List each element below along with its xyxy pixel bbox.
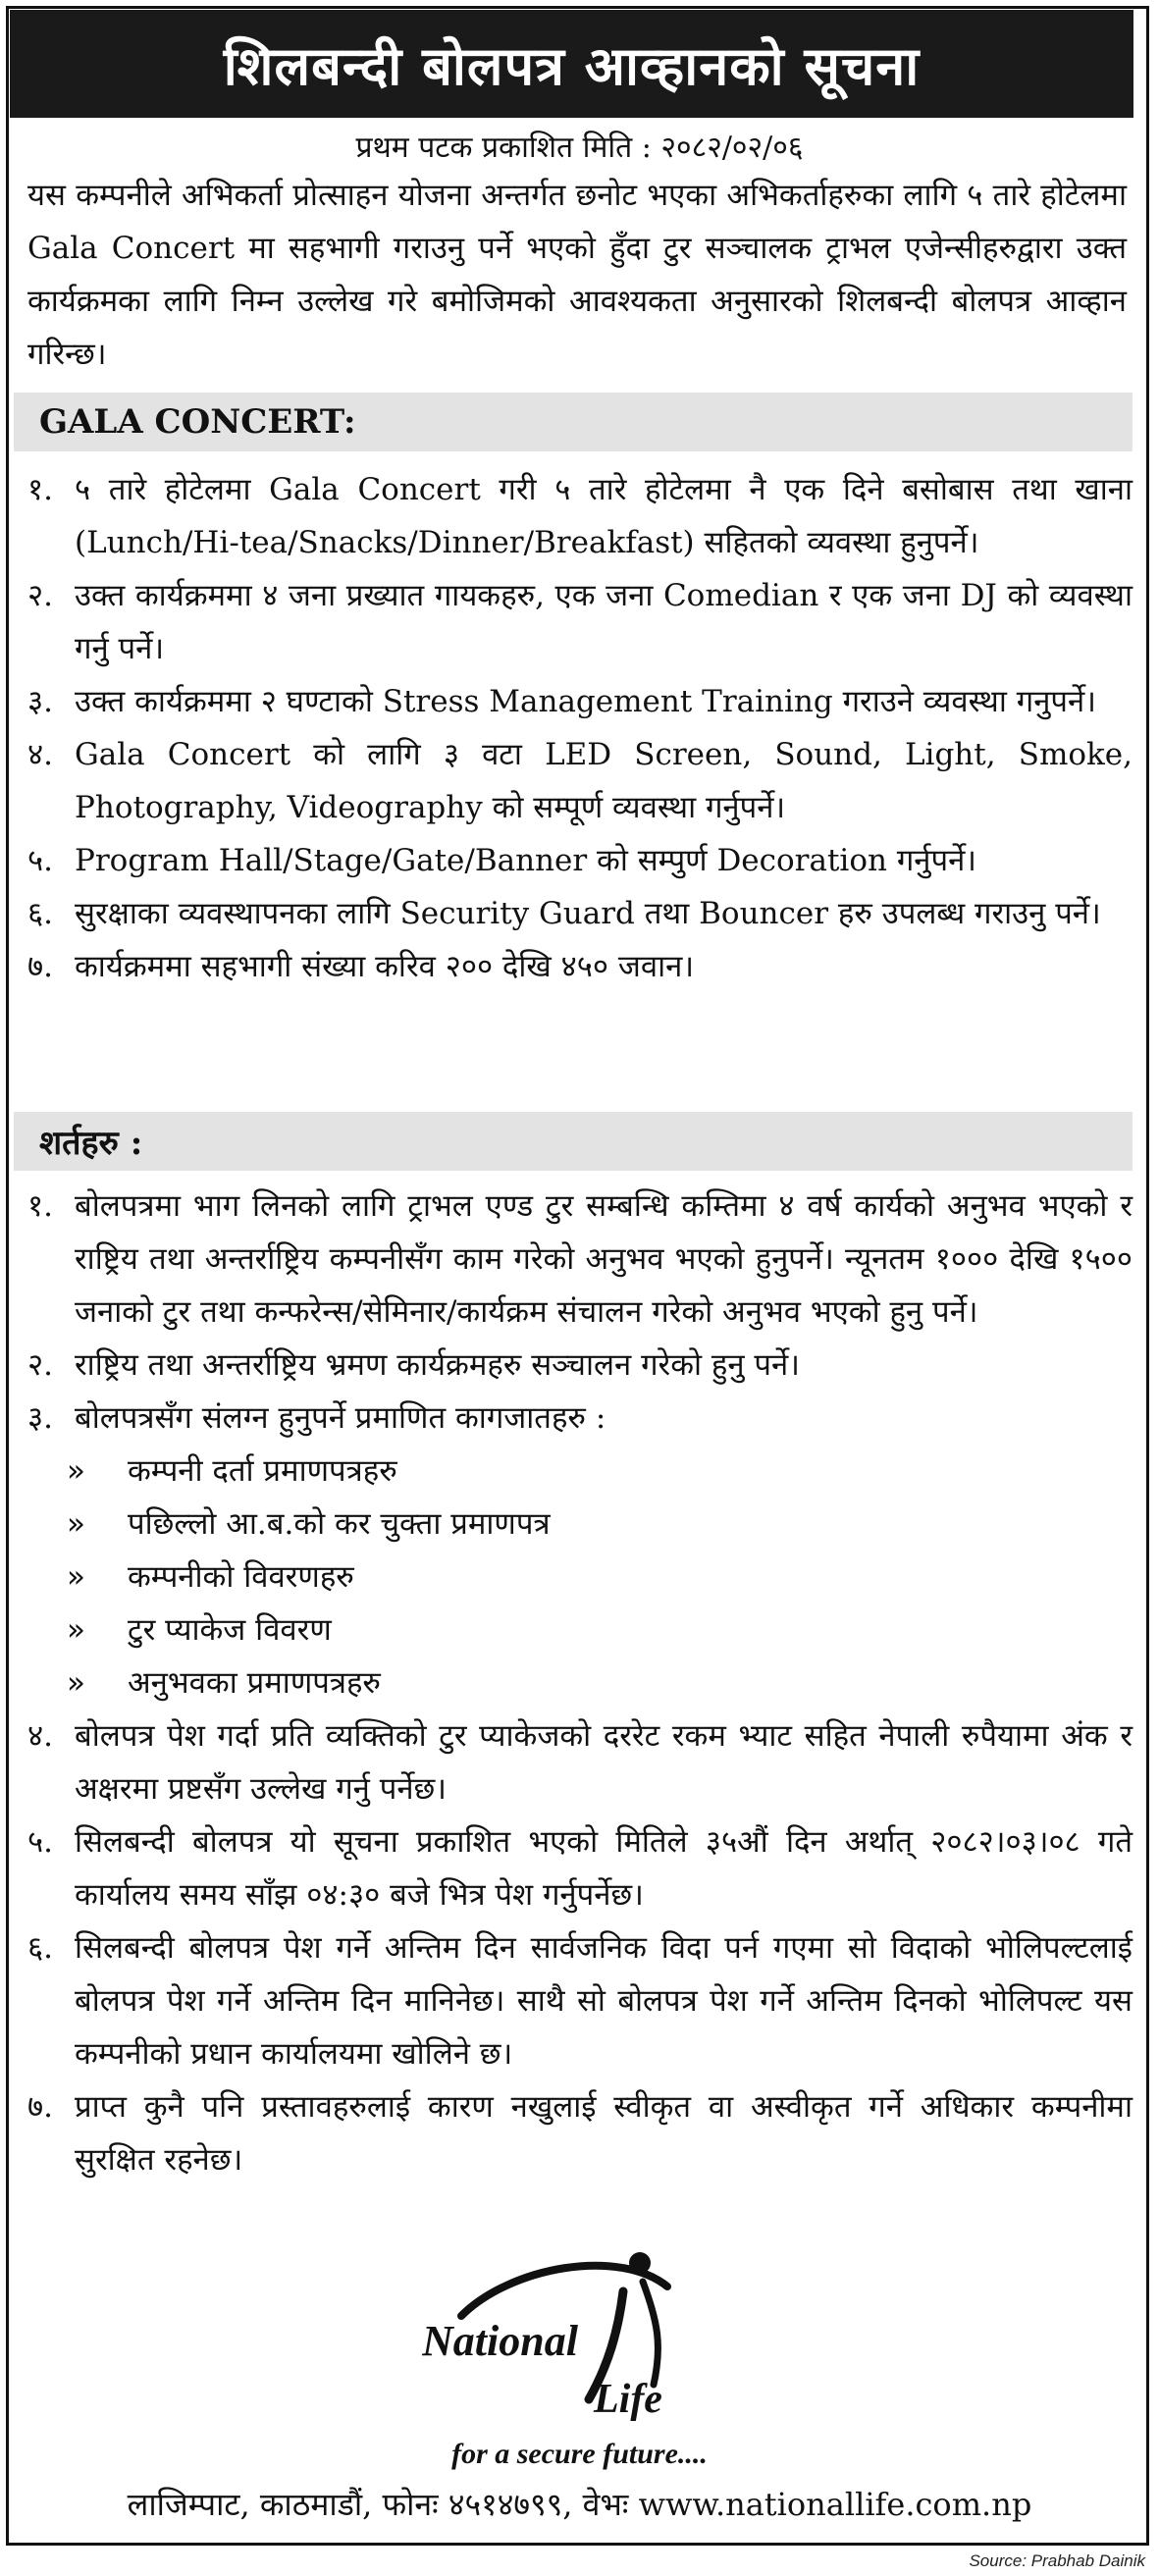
publish-date: प्रथम पटक प्रकाशित मिति : २०८२/०२/०६	[355, 131, 804, 165]
item-number: ४.	[27, 1718, 53, 1754]
list-item	[27, 887, 1133, 940]
bullet-icon: »	[67, 1612, 85, 1648]
list-item	[27, 1392, 1133, 1445]
document-item	[27, 1603, 1133, 1656]
item-number: ७.	[27, 949, 53, 984]
item-text: सिलबन्दी बोलपत्र पेश गर्ने अन्तिम दिन सार्वजनिक विदा पर्न गएमा सो विदाको भोलिपल्टलाई बोलपत्र पेश गर्ने अन्तिम दिन मानिनेछ। साथै सो बोलपत्र पेश गर्ने अन्तिम दिनको भोलिपल्ट यस कम्पनीको प्रधान कार्यालयमा खोलिने छ।	[75, 1930, 1133, 2072]
tagline: for a secure future....	[451, 2438, 708, 2470]
logo-text-national: National	[422, 2317, 578, 2365]
item-number: ४.	[27, 737, 53, 772]
item-number: ३.	[27, 684, 53, 719]
item-text: सुरक्षाका व्यवस्थापनका लागि Security Guard तथा Bouncer हरु उपलब्ध गराउनु पर्ने।	[75, 896, 1101, 931]
document-text: कम्पनी दर्ता प्रमाणपत्रहरु	[128, 1453, 397, 1489]
item-text: ५ तारे होटेलमा Gala Concert गरी ५ तारे होटेलमा नै एक दिने बसोबास तथा खाना (Lunch/Hi-tea/Snacks/Dinner/Breakfast) सहितको व्यवस्था हुनुपर्ने।	[75, 472, 1133, 560]
list-item	[27, 728, 1133, 834]
list-item	[27, 569, 1133, 675]
item-text: Gala Concert को लागि ३ वटा LED Screen, Sound, Light, Smoke, Photography, Videography को सम्पूर्ण व्यवस्था गर्नुपर्ने।	[75, 737, 1133, 825]
notice-title: शिलबन्दी बोलपत्र आव्हानको सूचना	[10, 10, 1133, 118]
item-text: सिलबन्दी बोलपत्र यो सूचना प्रकाशित भएको मितिले ३५औं दिन अर्थात् २०८२।०३।०८ गते कार्यालय समय साँझ ०४:३० बजे भित्र पेश गर्नुपर्नेछ।	[75, 1824, 1133, 1913]
item-number: ६.	[27, 1930, 53, 1966]
document-item	[27, 1551, 1133, 1603]
list-item	[27, 1180, 1133, 1339]
list-item	[27, 2080, 1133, 2186]
document-text: पछिल्लो आ.ब.को कर चुक्ता प्रमाणपत्र	[128, 1506, 551, 1542]
bullet-icon: »	[67, 1559, 85, 1595]
item-number: १.	[27, 472, 53, 507]
item-text: उक्त कार्यक्रममा ४ जना प्रख्यात गायकहरु, एक जना Comedian र एक जना DJ को व्यवस्था गर्नु पर्ने।	[75, 578, 1133, 666]
contact-info: लाजिम्पाट, काठमाडौं, फोनः ४५१४७९९, वेभः www.nationallife.com.np	[127, 2486, 1032, 2523]
bullet-icon: »	[67, 1453, 85, 1489]
gala-list	[27, 463, 1133, 993]
document-text: अनुभवका प्रमाणपत्रहरु	[128, 1665, 381, 1701]
item-number: ५.	[27, 1824, 53, 1860]
list-item	[27, 675, 1133, 728]
document-text: टुर प्याकेज विवरण	[128, 1612, 332, 1648]
item-number: ६.	[27, 896, 53, 931]
item-text: बोलपत्र पेश गर्दा प्रति व्यक्तिको टुर प्याकेजको दररेट रकम भ्याट सहित नेपाली रुपैयामा अंक र अक्षरमा प्रष्टसँग उल्लेख गर्नु पर्नेछ।	[75, 1718, 1133, 1807]
intro-paragraph: यस कम्पनीले अभिकर्ता प्रोत्साहन योजना अन्तर्गत छनोट भएका अभिकर्ताहरुका लागि ५ तारे होटेलमा Gala Concert मा सहभागी गराउनु पर्ने भएको हुँदा टुर सञ्चालक ट्राभल एजेन्सीहरुद्वारा उक्त कार्यक्रमका लागि निम्न उल्लेख गरे बमोजिमको आवश्यकता अनुसारको शिलबन्दी बोलपत्र आव्हान गरिन्छ।	[27, 178, 1127, 372]
item-text: राष्ट्रिय तथा अन्तर्राष्ट्रिय भ्रमण कार्यक्रमहरु सञ्चालन गरेको हुनु पर्ने।	[75, 1347, 800, 1383]
gala-concert-heading: GALA CONCERT:	[14, 393, 1133, 451]
item-text: बोलपत्रसँग संलग्न हुनुपर्ने प्रमाणित कागजातहरु :	[75, 1400, 606, 1436]
item-number: ३.	[27, 1400, 53, 1436]
item-number: १.	[27, 1188, 53, 1224]
document-item	[27, 1656, 1133, 1709]
list-item	[27, 1339, 1133, 1392]
item-text: कार्यक्रममा सहभागी संख्या करिव २०० देखि ४५० जवान।	[75, 949, 695, 984]
item-number: ५.	[27, 843, 53, 878]
list-item	[27, 1709, 1133, 1815]
national-life-logo-icon	[422, 2237, 716, 2424]
item-number: २.	[27, 1347, 53, 1383]
item-text: बोलपत्रमा भाग लिनको लागि ट्राभल एण्ड टुर सम्बन्धि कम्तिमा ४ वर्ष कार्यको अनुभव भएको र राष्ट्रिय तथा अन्तर्राष्ट्रिय कम्पनीसँग काम गरेको अनुभव भएको हुनुपर्ने। न्यूनतम १००० देखि १५०० जनाको टुर तथा कन्फरेन्स/सेमिनार/कार्यक्रम संचालन गरेको अनुभव भएको हुनु पर्ने।	[75, 1188, 1133, 1330]
conditions-heading: शर्तहरु :	[14, 1112, 1133, 1171]
document-item	[27, 1445, 1133, 1498]
bullet-icon: »	[67, 1665, 85, 1701]
conditions-list	[27, 1180, 1133, 2186]
list-item	[27, 940, 1133, 993]
bullet-icon: »	[67, 1506, 85, 1542]
item-number: २.	[27, 578, 53, 613]
item-number: ७.	[27, 2089, 53, 2125]
list-item	[27, 1815, 1133, 1921]
logo-text-life: Life	[594, 2377, 662, 2422]
document-text: कम्पनीको विवरणहरु	[128, 1559, 354, 1595]
item-text: Program Hall/Stage/Gate/Banner को सम्पुर्ण Decoration गर्नुपर्ने।	[75, 843, 977, 878]
list-item	[27, 834, 1133, 887]
source-credit: Source: Prabhab Dainik	[969, 2551, 1145, 2570]
list-item	[27, 1921, 1133, 2080]
list-item	[27, 463, 1133, 569]
item-text: प्राप्त कुनै पनि प्रस्तावहरुलाई कारण नखुलाई स्वीकृत वा अस्वीकृत गर्ने अधिकार कम्पनीमा सुरक्षित रहनेछ।	[75, 2089, 1133, 2178]
document-item	[27, 1498, 1133, 1551]
item-text: उक्त कार्यक्रममा २ घण्टाको Stress Management Training गराउने व्यवस्था गनुपर्ने।	[75, 684, 1096, 719]
